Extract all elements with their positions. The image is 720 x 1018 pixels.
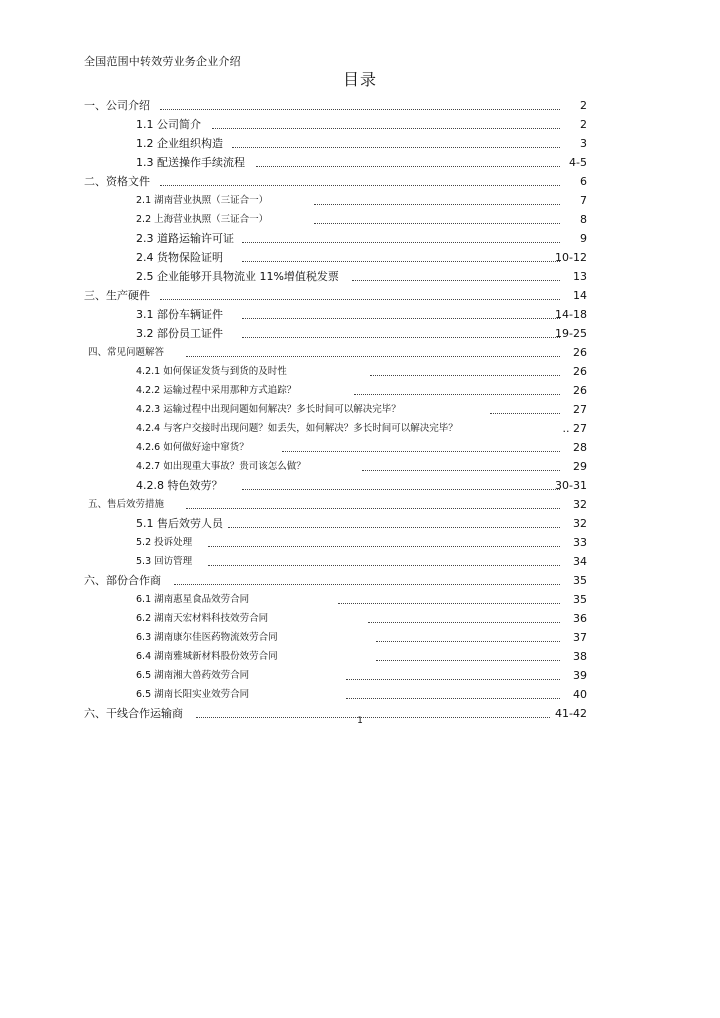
toc-entry-label: 4.2.8 特色效劳？ (136, 479, 223, 492)
toc-entry-page: 29 (573, 460, 587, 473)
toc-entry (0, 515, 720, 532)
toc-entry-label: 4.2.7 如出现重大事故？贵司该怎么做？ (136, 461, 306, 472)
toc-entry-label: 六、部份合作商 (84, 574, 161, 587)
toc-leader (208, 565, 560, 566)
toc-entry (0, 154, 720, 171)
toc-leader (212, 128, 560, 129)
toc-leader (314, 204, 560, 205)
toc-entry-page: 7 (580, 194, 587, 207)
document-header: 全国范围中转效劳业务企业介绍 (84, 55, 241, 68)
toc-entry-label: 一、公司介绍 (84, 99, 150, 112)
toc-entry (0, 496, 720, 513)
toc-entry (0, 173, 720, 190)
toc-entry (0, 230, 720, 247)
toc-entry-label: 4.2.6 如何做好途中窜货？ (136, 442, 249, 453)
toc-entry-label: 6.4 湖南雅城新材料股份效劳合同 (136, 651, 278, 662)
toc-entry-page: 41-42 (555, 707, 587, 720)
toc-entry-page: 35 (573, 574, 587, 587)
toc-leader (160, 299, 560, 300)
toc-entry (0, 439, 720, 456)
toc-entry-label: 2.5 企业能够开具物流业 11%增值税发票 (136, 270, 339, 283)
toc-entry-label: 5.1 售后效劳人员 (136, 517, 223, 530)
toc-entry-page: 9 (580, 232, 587, 245)
toc-entry (0, 287, 720, 304)
toc-entry-page: 19-25 (555, 327, 587, 340)
toc-entry (0, 306, 720, 323)
toc-entry-label: 三、生产硬件 (84, 289, 150, 302)
toc-entry-label: 5.3 回访管理 (136, 556, 193, 567)
toc-leader (256, 166, 560, 167)
toc-entry-page: 26 (573, 384, 587, 397)
toc-entry-label: 6.2 湖南天宏材料科技效劳合同 (136, 613, 269, 624)
toc-entry-label: 1.1 公司简介 (136, 118, 201, 131)
toc-entry-label: 6.5 湖南长阳实业效劳合同 (136, 689, 250, 700)
toc-entry-page: 36 (573, 612, 587, 625)
toc-leader (186, 356, 560, 357)
toc-entry-label: 5.2 投诉处理 (136, 537, 193, 548)
toc-entry-page: 2 (580, 118, 587, 131)
toc-entry-page: 14-18 (555, 308, 587, 321)
toc-entry (0, 192, 720, 209)
toc-entry (0, 686, 720, 703)
toc-entry-label: 3.2 部份员工证件 (136, 327, 223, 340)
toc-entry-label: 二、资格文件 (84, 175, 150, 188)
toc-entry-page: 27 (573, 403, 587, 416)
toc-entry-label: 6.3 湖南康尔佳医药物流效劳合同 (136, 632, 278, 643)
toc-entry (0, 401, 720, 418)
toc-leader (160, 185, 560, 186)
toc-entry-page: 30-31 (555, 479, 587, 492)
toc-entry-label: 6.1 湖南惠星食品效劳合同 (136, 594, 250, 605)
toc-entry-label: 1.2 企业组织构造 (136, 137, 223, 150)
toc-leader (282, 451, 560, 452)
toc-entry-label: 4.2.4 与客户交接时出现问题？如丢失，如何解决？多长时间可以解决完毕？ (136, 423, 458, 434)
toc-entry (0, 458, 720, 475)
toc-entry-label: 3.1 部份车辆证件 (136, 308, 223, 321)
toc-entry-page: 34 (573, 555, 587, 568)
toc-entry-page: 35 (573, 593, 587, 606)
toc-entry (0, 249, 720, 266)
toc-title: 目录 (342, 70, 377, 89)
toc-entry-page: .. 27 (562, 422, 587, 435)
toc-entry-label: 4.2.2 运输过程中采用那种方式追踪？ (136, 385, 297, 396)
toc-leader (242, 242, 560, 243)
toc-entry (0, 116, 720, 133)
toc-entry-label: 2.1 湖南营业执照（三证合一） (136, 195, 269, 206)
toc-entry-page: 40 (573, 688, 587, 701)
toc-entry-page: 38 (573, 650, 587, 663)
toc-leader (314, 223, 560, 224)
toc-entry-label: 2.2 上海营业执照（三证合一） (136, 214, 269, 225)
toc-entry-page: 32 (573, 498, 587, 511)
toc-entry (0, 629, 720, 646)
toc-entry-label: 1.3 配送操作手续流程 (136, 156, 245, 169)
toc-entry-label: 2.4 货物保险证明 (136, 251, 223, 264)
toc-entry-page: 4-5 (569, 156, 587, 169)
toc-leader (232, 147, 560, 148)
toc-entry-page: 32 (573, 517, 587, 530)
toc-entry (0, 591, 720, 608)
toc-entry (0, 534, 720, 551)
toc-entry-page: 14 (573, 289, 587, 302)
toc-entry (0, 553, 720, 570)
toc-entry-page: 33 (573, 536, 587, 549)
toc-entry-page: 26 (573, 346, 587, 359)
toc-entry-label: 4.2.1 如何保证发货与到货的及时性 (136, 366, 287, 377)
toc-entry-label: 2.3 道路运输许可证 (136, 232, 234, 245)
toc-entry (0, 667, 720, 684)
toc-entry (0, 477, 720, 494)
toc-leader (208, 546, 560, 547)
toc-leader (242, 261, 560, 262)
toc-entry-label: 4.2.3 运输过程中出现问题如何解决？多长时间可以解决完毕？ (136, 404, 401, 415)
toc-entry-page: 26 (573, 365, 587, 378)
toc-entry (0, 268, 720, 285)
toc-entry (0, 420, 720, 437)
toc-entry (0, 325, 720, 342)
toc-leader (228, 527, 560, 528)
toc-entry (0, 610, 720, 627)
toc-entry (0, 382, 720, 399)
toc-leader (242, 318, 560, 319)
toc-leader (242, 337, 560, 338)
toc-entry (0, 363, 720, 380)
toc-entry-page: 3 (580, 137, 587, 150)
toc-entry (0, 344, 720, 361)
toc-entry (0, 648, 720, 665)
toc-entry-label: 五、售后效劳措施 (88, 499, 165, 510)
page-number: 1 (357, 716, 363, 726)
toc-leader (160, 109, 560, 110)
toc-leader (186, 508, 560, 509)
toc-entry (0, 572, 720, 589)
toc-entry (0, 135, 720, 152)
toc-leader (242, 489, 560, 490)
toc-leader (174, 584, 560, 585)
toc-entry-label: 六、干线合作运输商 (84, 707, 183, 720)
toc-entry-label: 6.5 湖南湘大兽药效劳合同 (136, 670, 250, 681)
toc-entry (0, 97, 720, 114)
toc-entry-page: 8 (580, 213, 587, 226)
toc-entry-label: 四、常见问题解答 (88, 347, 165, 358)
toc-entry-page: 2 (580, 99, 587, 112)
toc-entry-page: 6 (580, 175, 587, 188)
toc-entry-page: 37 (573, 631, 587, 644)
toc-entry-page: 28 (573, 441, 587, 454)
toc-entry-page: 39 (573, 669, 587, 682)
toc-entry (0, 211, 720, 228)
toc-entry-page: 10-12 (555, 251, 587, 264)
toc-entry-page: 13 (573, 270, 587, 283)
